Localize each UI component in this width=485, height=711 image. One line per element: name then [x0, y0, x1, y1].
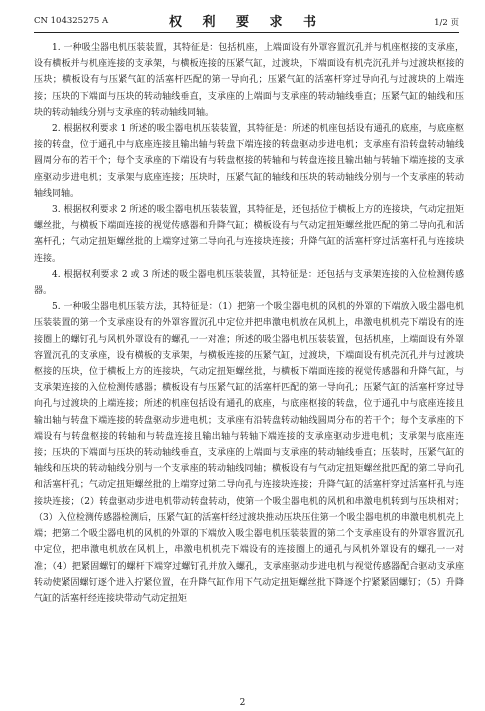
page-header: [34, 10, 459, 33]
section-title: 权 利 要 求 书: [168, 15, 325, 30]
claim-4: 4. 根据权利要求 2 或 3 所述的吸尘器电机压装装置，其特征是：还包括与支承架连接的入位检测传感器。: [34, 269, 464, 297]
claim-1: 1. 一种吸尘器电机压装装置，其特征是：包括机座，上端面设有外罩容置沉孔并与机座枢接的支承座，设有横板并与机座连接的支承架，与横板连接的压紧气缸，过渡块，下端面设有机壳沉孔并与过渡块枢接的压块；横板设有与压紧气缸的活塞杆匹配的第一导向孔；压紧气缸的活塞杆穿过导向孔与过渡块的上端连接；压块的下端面与压块的转动轴线垂直，支承座的上端面与支承座的转动轴线垂直；压紧气缸的轴线和压块的转动轴线分别与支承座的转动轴线同轴。: [34, 43, 464, 118]
claim-2: 2. 根据权利要求 1 所述的吸尘器电机压装装置，其特征是：所述的机座包括设有通孔的底座，与底座枢接的转盘，位于通孔中与底座连接且输出轴与转盘下端连接的转盘驱动步进电机；支承座有沿转盘转动轴线圆周分布的若干个；每个支承座的下端设有与转盘枢接的转轴和与转盘连接且输出轴与转轴下端连接的支承座驱动步进电机；支承架与底座连接；压块时，压紧气缸的轴线和压块的转动轴线分别与一个支承座的转动轴线同轴。: [34, 124, 464, 199]
page-indicator: 1/2 页: [434, 18, 459, 28]
claims-body: [34, 40, 464, 607]
document-number: CN 104325275 A: [34, 16, 109, 26]
page-number: 2: [239, 698, 246, 708]
claim-5: 5. 一种吸尘器电机压装方法，其特征是：（1）把第一个吸尘器电机的风机的外罩的下端放入吸尘器电机压装装置的第一个支承座设有的外罩容置沉孔中定位并把串激电机放在风机上，串激电机机壳下端设有的连接圈上的螺钉孔与风机外罩设有的螺孔一一对准；所述的吸尘器电机压装装置，包括机座，上端面设有外罩容置沉孔的支承座，设有横板的支承架，与横板连接的压紧气缸，过渡块，下端面设有机壳沉孔并与过渡块枢接的压块，位于横板上方的连接块，气动定扭矩螺丝批，与横板下端面连接的视觉传感器和升降气缸，与支承架连接的入位检测传感器；横板设有与压紧气缸的活塞杆匹配的第一导向孔；压紧气缸的活塞杆穿过导向孔与过渡块的上端连接；所述的机座包括设有通孔的底座，与底座枢接的转盘，位于通孔中与底座连接且输出轴与转盘下端连接的转盘驱动步进电机；支承座有沿转盘转动轴线圆周分布的若干个；每个支承座的下端设有与转盘枢接的转轴和与转盘连接且输出轴与转轴下端连接的支承座驱动步进电机；支承架与底座连接；压块的下端面与压块的转动轴线垂直，支承座的上端面与支承座的转动轴线垂直；压装时，压紧气缸的轴线和压块的转动轴线分别与一个支承座的转动轴线同轴；横板设有与气动定扭矩螺丝批匹配的第二导向孔和活塞杆孔；气动定扭矩螺丝批的上端穿过第二导向孔与连接块连接；升降气缸的活塞杆穿过活塞杆孔与连接块连接；（2）转盘驱动步进电机带动转盘转动，使第一个吸尘器电机的风机和串激电机转到与压块相对；（3）入位检测传感器检测后，压紧气缸的活塞杆经过渡块推动压块压住第一个吸尘器电机的串激电机机壳上端；把第二个吸尘器电机的风机的外罩的下端放入吸尘器电机压装装置的第二个支承座设有的外罩容置沉孔中定位，把串激电机放在风机上，串激电机机壳下端设有的连接圈上的通孔与风机外罩设有的螺孔一一对准；（4）把紧固螺钉的螺杆下端穿过螺钉孔并放入螺孔，支承座驱动步进电机与视觉传感器配合驱动支承座转动使紧固螺钉逐个进入拧紧位置，在升降气缸作用下气动定扭矩螺丝批下降逐个拧紧紧固螺钉；（5）升降气缸的活塞杆经连接块带动气动定扭矩: [34, 302, 464, 604]
claim-3: 3. 根据权利要求 2 所述的吸尘器电机压装装置，其特征是，还包括位于横板上方的连接块，气动定扭矩螺丝批，与横板下端面连接的视觉传感器和升降气缸；横板设有与气动定扭矩螺丝批匹配的第二导向孔和活塞杆孔；气动定扭矩螺丝批的上端穿过第二导向孔与连接块连接；升降气缸的活塞杆穿过活塞杆孔与连接块连接。: [34, 205, 464, 264]
